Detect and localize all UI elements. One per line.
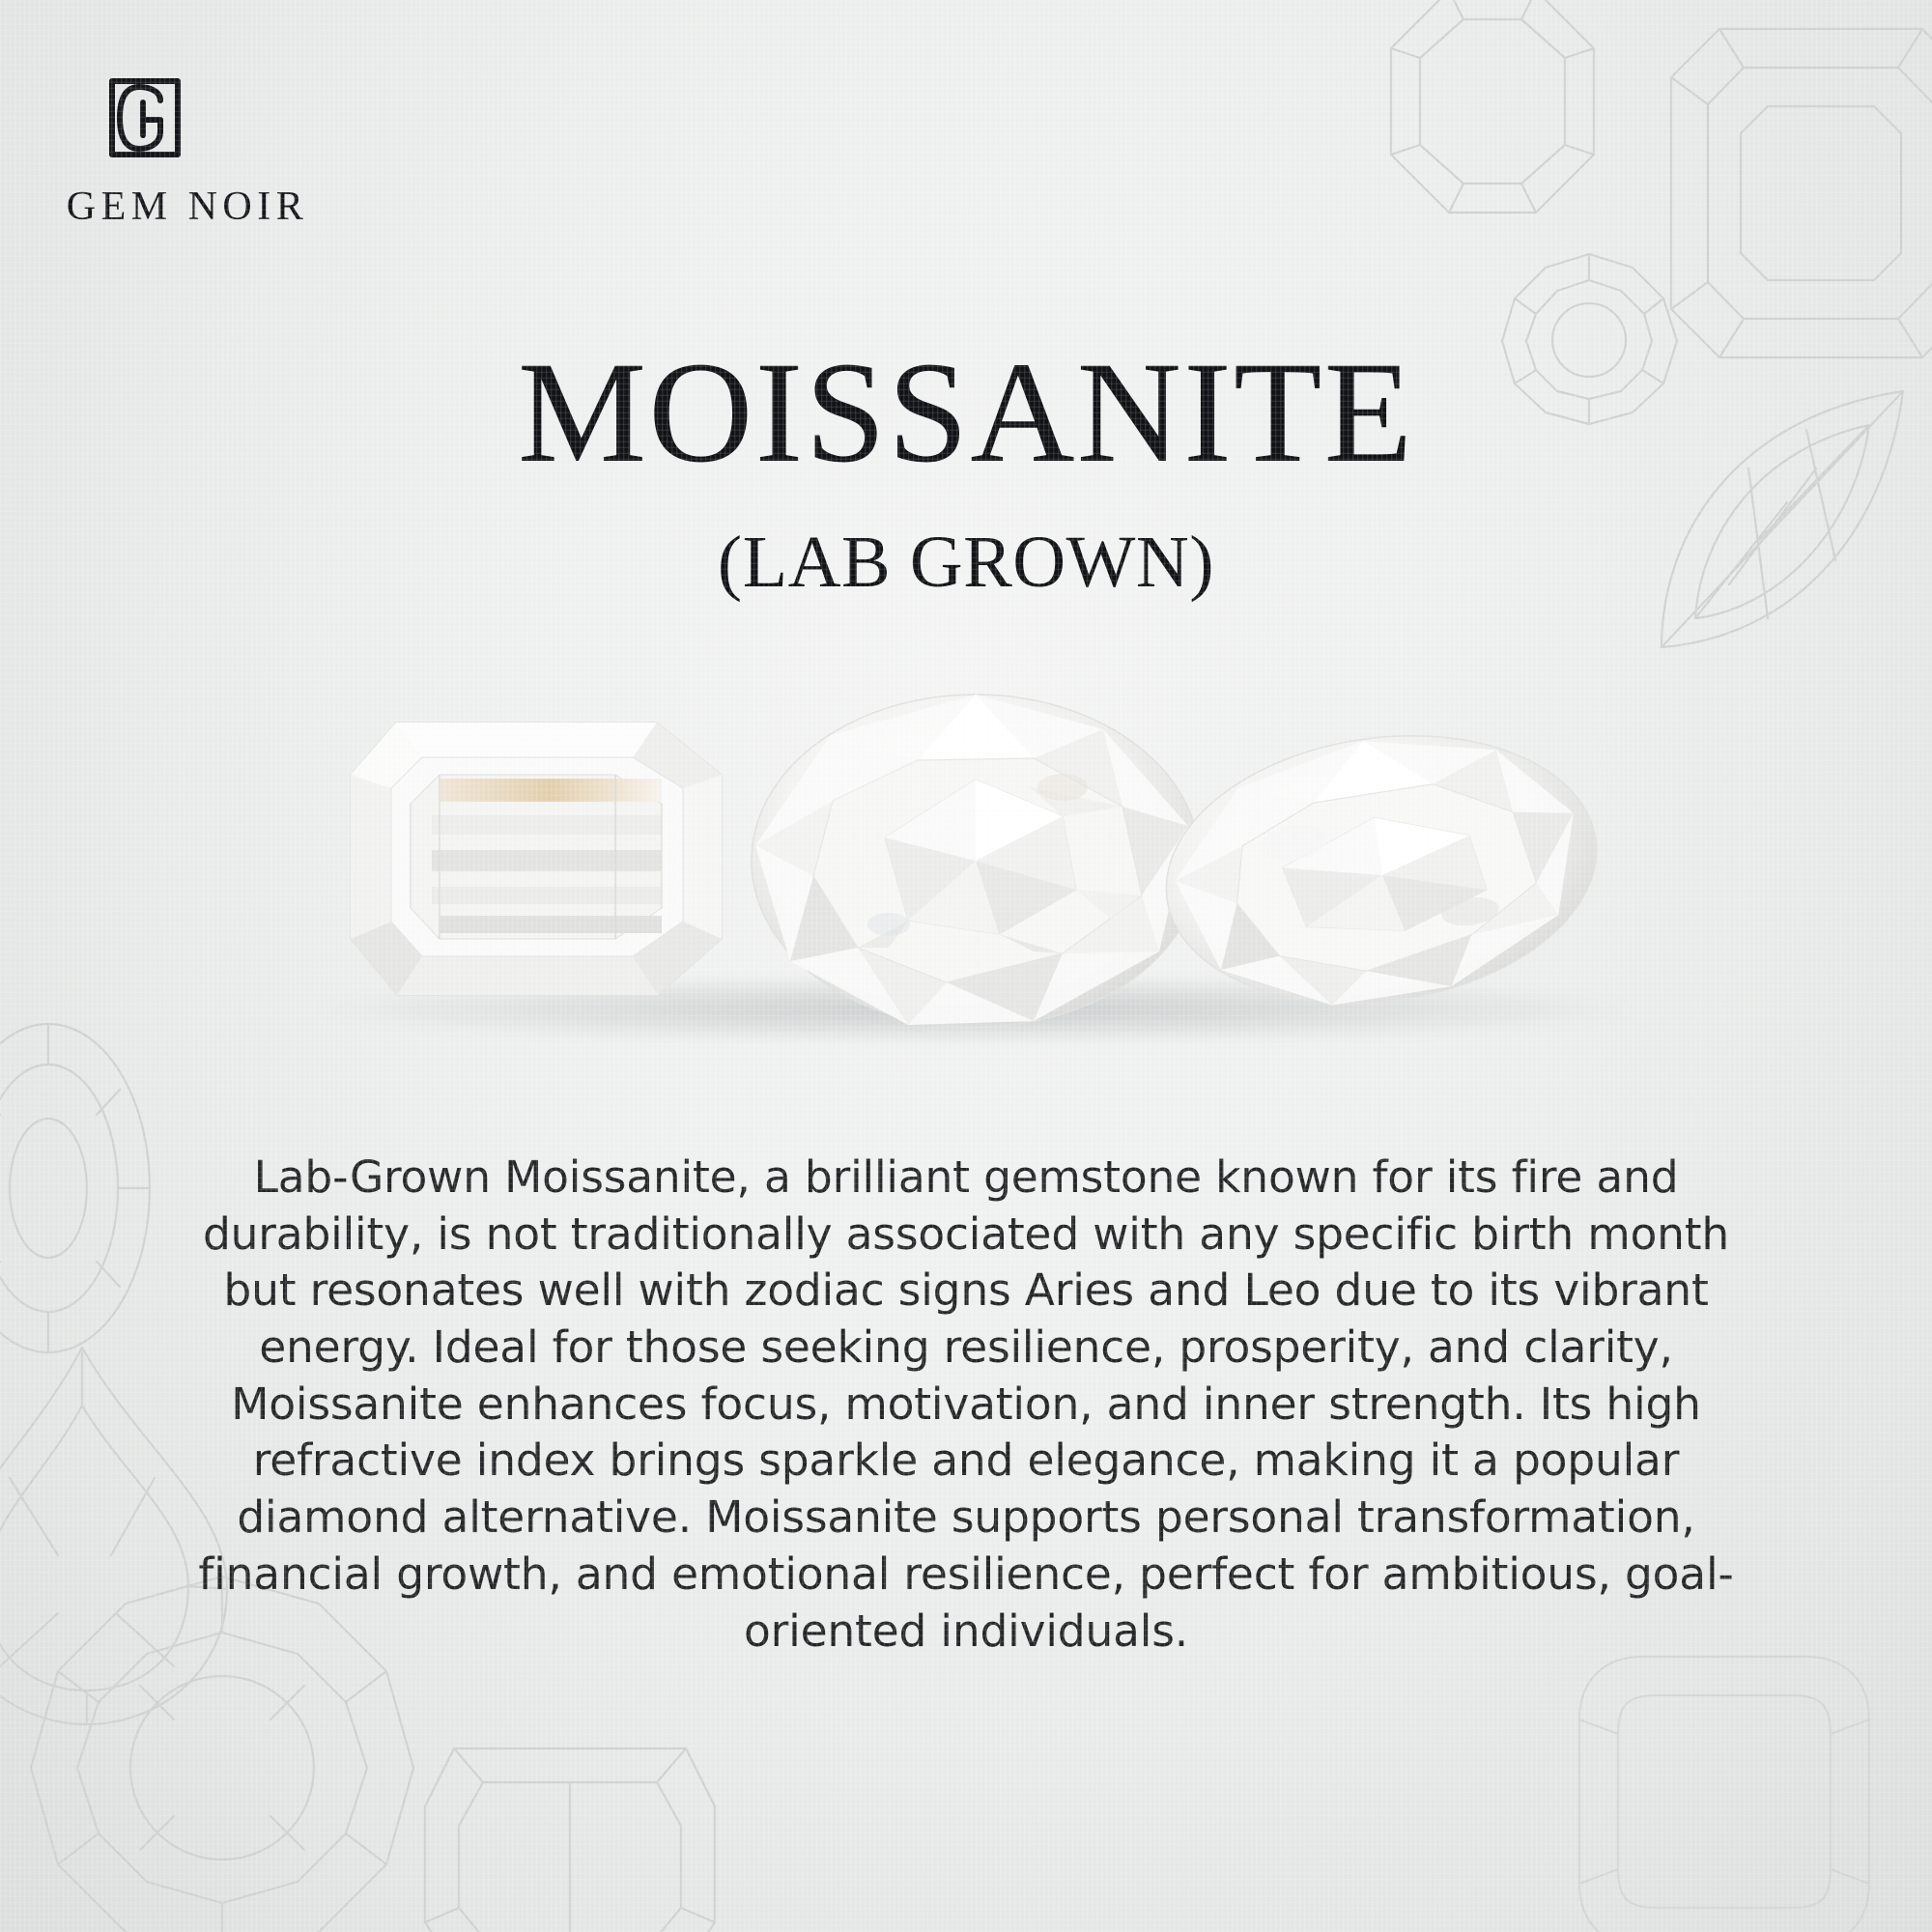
brand-logo xyxy=(41,68,350,230)
octagon-outline-decor-icon xyxy=(1381,0,1604,222)
description-text: Lab-Grown Moissanite, a brilliant gemstone known for its fire and durability, is not traditionally associated with any specific birth month but resonates well with zodiac signs Aries and Leo due to its vibrant energy. Ideal for those seeking resilience, prosperity, and clarity, Moissanite enhances focus, motivation, and inner strength. Its high refractive index brings sparkle and elegance, making it a popular diamond alternative. Moissanite supports personal transformation, financial growth, and emotional resilience, perfect for ambitious, goal-oriented individuals. xyxy=(198,1151,1734,1657)
oval-outline-decor-left-icon xyxy=(0,1014,193,1362)
title-block xyxy=(0,332,1932,603)
oval-cut-gem xyxy=(1154,724,1608,1019)
page-title: MOISSANITE xyxy=(517,332,1415,493)
emerald-cut-outline-decor-icon xyxy=(1662,19,1932,367)
gem-showcase xyxy=(0,696,1932,1043)
cushion-outline-decor-icon xyxy=(1565,1642,1884,1932)
baguette-outline-decor-icon xyxy=(415,1729,724,1932)
brand-name: GEM NOIR xyxy=(66,185,309,229)
page-subtitle: (LAB GROWN) xyxy=(717,522,1215,603)
gem-noir-monogram-icon xyxy=(95,68,195,168)
round-brilliant-gem xyxy=(744,671,1208,1043)
emerald-cut-gem xyxy=(343,715,739,1009)
